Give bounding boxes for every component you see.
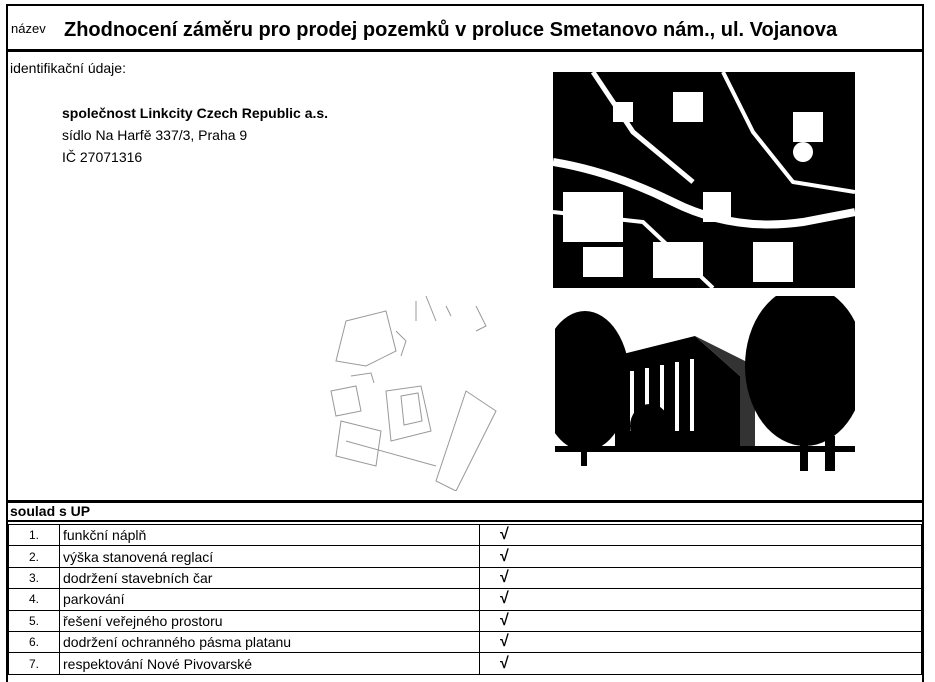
page-title: Zhodnocení záměru pro prodej pozemků v proluce Smetanovo nám., ul. Vojanova (64, 19, 838, 41)
document-frame (6, 4, 924, 682)
row-number: 1. (9, 525, 60, 546)
title-row (8, 6, 922, 52)
title-key-label: název (11, 21, 46, 36)
row-label: výška stanovená reglací (60, 546, 480, 567)
row-empty-cell (847, 631, 921, 652)
row-label: parkování (60, 589, 480, 610)
table-row (9, 589, 922, 610)
check-mark: √ (480, 610, 848, 631)
row-label: řešení veřejného prostoru (60, 610, 480, 631)
row-number: 5. (9, 610, 60, 631)
check-mark: √ (480, 631, 848, 652)
company-name: společnost Linkcity Czech Republic a.s. (62, 105, 329, 121)
identification-label: identifikační údaje: (10, 60, 126, 76)
table-row (9, 653, 922, 674)
row-empty-cell (847, 610, 921, 631)
table-row (9, 567, 922, 588)
check-mark: √ (480, 589, 848, 610)
building-photo-image (555, 296, 855, 480)
check-mark: √ (480, 546, 848, 567)
check-mark: √ (480, 525, 848, 546)
row-empty-cell (847, 653, 921, 674)
company-address: sídlo Na Harfě 337/3, Praha 9 (62, 127, 248, 143)
row-empty-cell (847, 589, 921, 610)
row-empty-cell (847, 525, 921, 546)
row-label: dodržení stavebních čar (60, 567, 480, 588)
table-row (9, 525, 922, 546)
row-label: respektování Nové Pivovarské (60, 653, 480, 674)
table-row (9, 546, 922, 567)
company-info (62, 102, 328, 168)
row-empty-cell (847, 546, 921, 567)
row-empty-cell (847, 567, 921, 588)
row-number: 6. (9, 631, 60, 652)
row-number: 2. (9, 546, 60, 567)
row-number: 4. (9, 589, 60, 610)
criteria-table (8, 524, 922, 675)
company-ico: IČ 27071316 (62, 149, 143, 165)
site-plan-sketch (326, 291, 506, 491)
section-title: soulad s UP (8, 500, 922, 522)
aerial-photo-image (553, 72, 855, 288)
check-mark: √ (480, 567, 848, 588)
row-number: 7. (9, 653, 60, 674)
table-row (9, 631, 922, 652)
check-mark: √ (480, 653, 848, 674)
row-number: 3. (9, 567, 60, 588)
table-row (9, 610, 922, 631)
row-label: dodržení ochranného pásma platanu (60, 631, 480, 652)
row-label: funkční náplň (60, 525, 480, 546)
